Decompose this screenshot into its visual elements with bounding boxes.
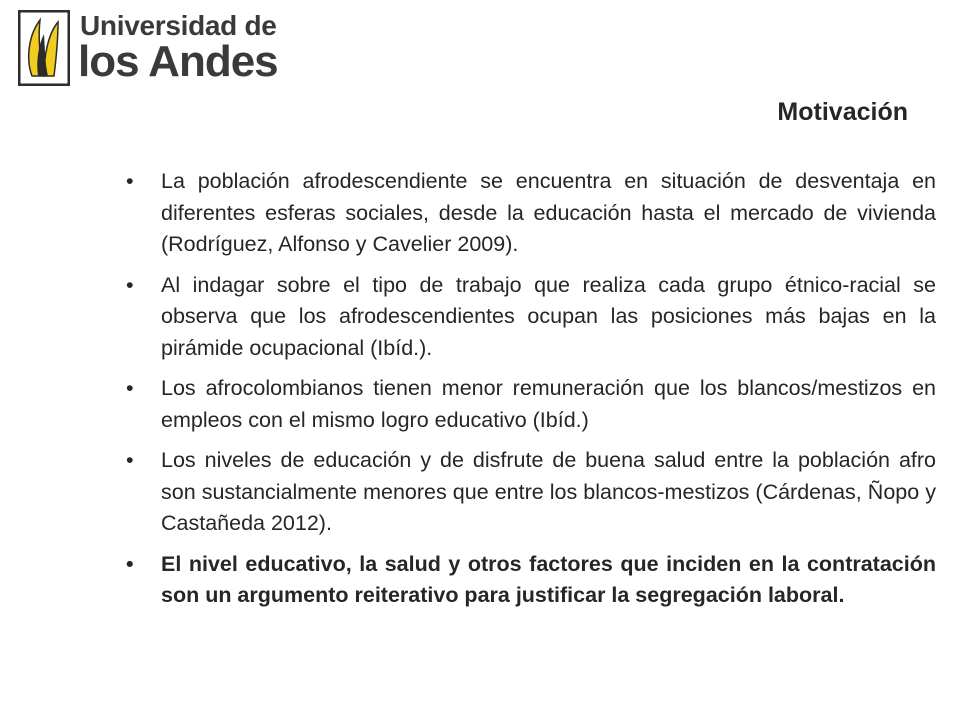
- bullet-text: La población afrodescendiente se encuentra en situación de desventaja en diferentes esferas sociales, desde la educación hasta el mercado de vivienda (Rodríguez, Alfonso y Cavelier 2009).: [161, 169, 936, 256]
- bullet-marker: •: [126, 272, 134, 297]
- university-logo: [18, 8, 278, 88]
- logo-line-1: Universidad de: [80, 10, 277, 41]
- bullet-text: Al indagar sobre el tipo de trabajo que realiza cada grupo étnico-racial se observa que los afrodescendientes ocupan las posiciones más bajas en la pirámide ocupacional (Ibíd.).: [161, 272, 936, 360]
- bullet-text: El nivel educativo, la salud y otros factores que inciden en la contratación son un argumento reiterativo para justificar la segregación laboral.: [161, 551, 936, 607]
- bullet-text: Los niveles de educación y de disfrute de buena salud entre la población afro son sustancialmente menores que entre los blancos-mestizos (Cárdenas, Ñopo y Castañeda 2012).: [161, 448, 936, 535]
- bullet-item: [126, 445, 936, 540]
- bullet-item: [126, 549, 936, 612]
- slide-title: Motivación: [777, 98, 908, 126]
- bullet-marker: •: [126, 448, 134, 472]
- bullet-item: [126, 166, 936, 261]
- bullet-marker: •: [126, 376, 134, 400]
- logo-line-2: los Andes: [78, 37, 278, 86]
- bullet-text: Los afrocolombianos tienen menor remuneración que los blancos/mestizos en empleos con el mismo logro educativo (Ibíd.): [161, 376, 936, 432]
- bullet-marker: •: [126, 551, 134, 576]
- bullet-item: [126, 270, 936, 365]
- bullet-item: [126, 373, 936, 436]
- bullet-marker: •: [126, 169, 134, 193]
- andes-seal-icon: [18, 10, 70, 86]
- bullet-list: [126, 166, 936, 621]
